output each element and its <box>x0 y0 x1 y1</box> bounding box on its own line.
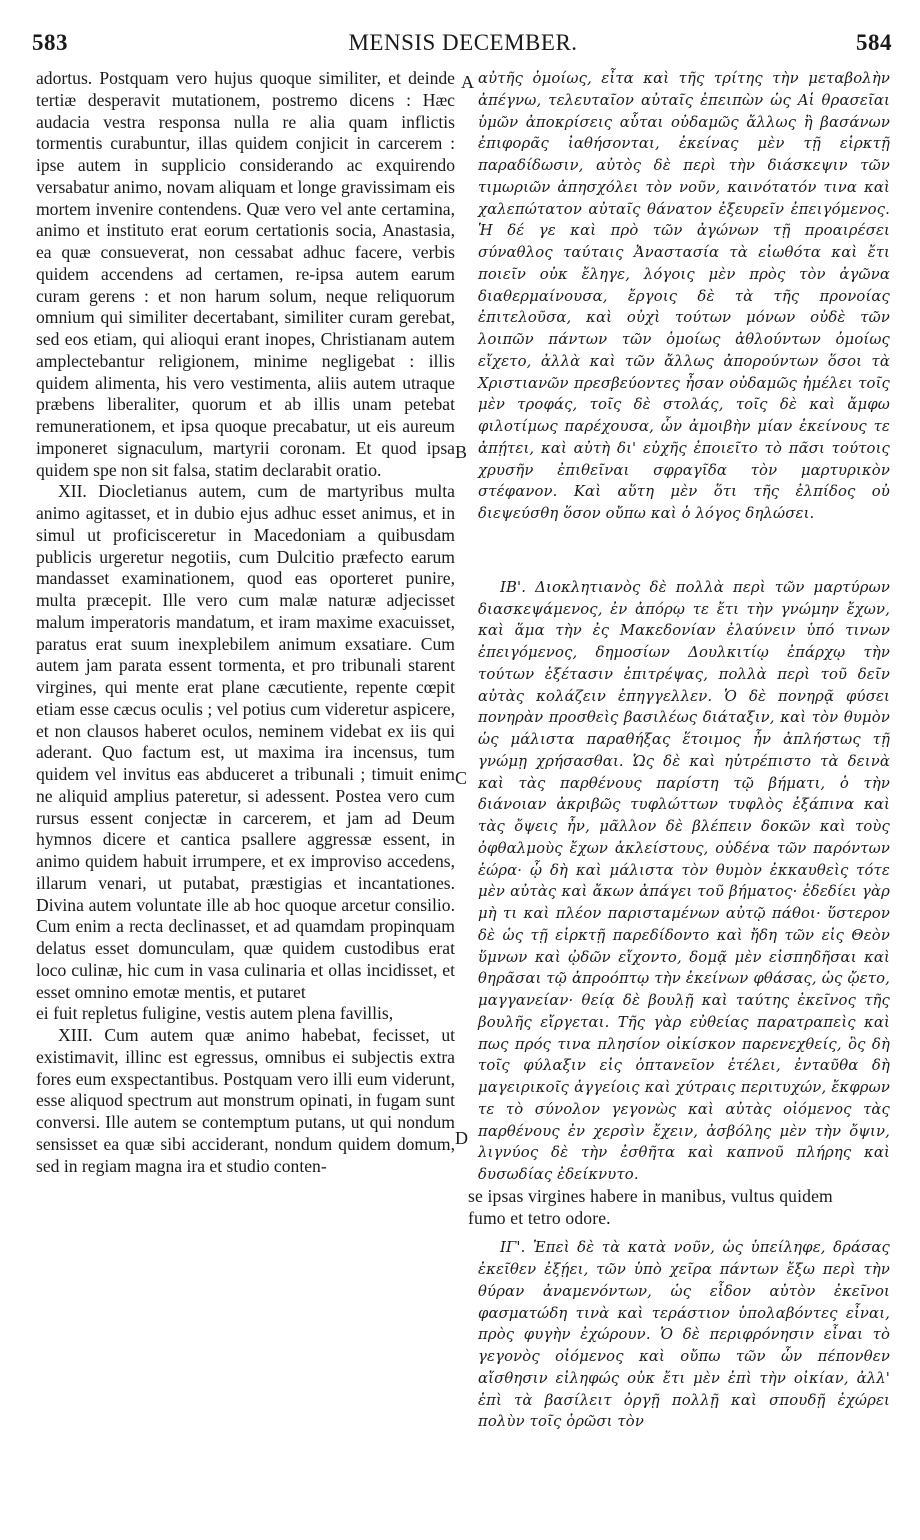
running-header <box>28 30 898 60</box>
right-page-number: 584 <box>856 30 892 55</box>
latin-spanning-line: se ipsas virgines habere in manibus, vultus quidem <box>468 1185 833 1206</box>
margin-marker-c: C <box>455 768 468 788</box>
latin-paragraph-xiii: XIII. Cum autem quæ animo habebat, fecisset, ut existimavit, illinc est egressus, omnibus ei subjectis extra fores eum exspectantibus. Postquam vero illi eum viderunt, esse aliquod spectrum aut monstrum opinati, in fugam sunt conversi. Ille autem se contemptum putans, ut qui nondum sensisset ea quæ sibi acciderant, nondum quidem domum, sed in regiam magna ira et studio conten- <box>36 1025 455 1176</box>
greek-column <box>468 68 890 1520</box>
latin-paragraph-xii-continuation: ei fuit repletus fuligine, vestis autem plena favillis, <box>36 1003 394 1024</box>
latin-spanning-line-2: fumo et tetro odore. <box>468 1207 611 1228</box>
margin-marker-b: B <box>455 442 468 462</box>
greek-paragraph-ib: ΙΒ'. Διοκλητιανὸς δὲ πολλὰ περὶ τῶν μαρτύρων διασκεψάμενος, ἐν ἀπόρῳ τε ἔτι τὴν γνώμην ἔχων, καὶ ἅμα τὴν ἐς Μακεδονίαν ἐλαύνειν ὑπό τινων ἐπειγόμενος, δημοσίων Δουλκιτίῳ ἐπάρχῳ τὴν τούτων ἐξέτασιν ἐπιτρέψας, πολλὰ περὶ τοῦ δεῖν αὐτὰς κολάζειν ἐπηγγελλεν. Ὁ δὲ πονηρᾷ φύσει πονηρὰν προσθεὶς βασιλέως διάταξιν, καὶ τὸν θυμὸν ὡς μάλιστα παραθήξας ἕτοιμος ἦν ἀπλήστως τῇ γνώμῃ χρήσασθαι. Ὡς δὲ καὶ ηὐτρέπιστο τὰ δεινὰ καὶ τὰς παρθένους παρίστη τῷ βήματι, ὁ τὴν διάνοιαν ἀκριβῶς τυφλώττων τυφλὸς ἐξάπινα καὶ τὰς ὄψεις ἦν, μᾶλλον δὲ βλέπειν δοκῶν καὶ τοὺς ὀφθαλμοὺς ἔχων ἀκλείστους, οὐδένα τῶν παρόντων ἑώρα· ᾧ δὴ καὶ μάλιστα τὸν θυμὸν ἐκκαυθεὶς τότε μὲν αὐτὰς καὶ ἄκων ἀπάγει τοῦ βήματος· ἐδεδίει γὰρ μὴ τι καὶ πλέον παρισταμένων αὐτῷ πάθοι· ὕστερον δὲ ὡς τῇ εἱρκτῇ παρεδίδοντο καὶ ἤδη τῶν εἰς Θεὸν ὕμνων καὶ ᾠδῶν εἴχοντο, δομᾷ μὲν εἰσπηδῆσαι καὶ θηρᾶσαι τῷ ἀπροόπτῳ τὴν ἐκείνων φθάσας, ὡς ᾤετο, μαγγανείαν· θείᾳ δὲ βουλῇ καὶ ταύτης ἐκεῖνος τῆς βουλῆς εἴργεται. Τῆς γὰρ εὐθείας παρατραπεὶς καὶ πως πρός τινα πλησίον οἰκίσκον παρενεχθείς, ὃς δὴ τοῖς φύλαξιν εἰς ὀπτανεῖον ἐτέλει, ἐνταῦθα δὴ μαγειρικοῖς ἀγγείοις καὶ χύτραις περιτυχών, ἔκφρων τε τὸ σύνολον γεγονὼς καὶ αὐτὰς οἰόμενος τὰς παρθένους ἐν χερσὶν ἔχειν, ἀσβόλης μὲν τὴν ὄψιν, λιγνύος δὲ τὴν ἐσθῆτα καὶ καπνοῦ πλήρης καὶ δυσωδίας ἐδείκνυτο. <box>478 578 890 1183</box>
margin-marker-a: A <box>461 72 474 92</box>
margin-marker-d: D <box>455 1128 468 1148</box>
greek-paragraph-1: αὐτῆς ὁμοίως, εἶτα καὶ τῆς τρίτης τὴν μεταβολὴν ἀπέγνω, τελευταῖον αὐταῖς ἐπειπὼν ὡς Αἱ θρασεῖαι ὑμῶν ἀποκρίσεις αὗται οὐδαμῶς ἄλλως ἢ βασάνων ἐπιφορᾶς ἰαθήσονται, ἐκείνας μὲν τῇ εἱρκτῇ παραδίδωσιν, αὐτὸς δὲ περὶ τὴν διάσκεψιν τῶν τιμωριῶν ἀπησχόλει τὸν νοῦν, καινότατόν τινα καὶ χαλεπώτατον αὐταῖς θάνατον ἐξευρεῖν ἐπειγόμενος. Ἡ δέ γε καὶ πρὸ τῶν ἀγώνων τῇ προαιρέσει σύναθλος ταύταις Ἀναστασία τὰ εἰωθότα καὶ ἔτι ποιεῖν οὐκ ἔληγε, λόγοις μὲν πρὸς τὸν ἀγῶνα διαθερμαίνουσα, ἔργοις δὲ τὰ τῆς προνοίας ἐπιτελοῦσα, καὶ οὐχὶ τούτων μόνων οὐδὲ τῶν λοιπῶν πάντων τῶν ὁμοίως ἀθλούντων ὁμοίως εἴχετο, ἀλλὰ καὶ τῶν ἄλλως ἀπορούντων ὅσοι τὰ Χριστιανῶν πρεσβεύοντες ἦσαν οὐδαμῶς ἠμέλει τοῖς μὲν τροφάς, τοῖς δὲ στολάς, τοῖς δὲ καὶ ἄμφω φιλοτίμως παρέχουσα, ὧν ἀμοιβὴν μίαν ἐκείνους τε ἀπῄτει, καὶ αὐτὴ δι' εὐχῆς ἐποιεῖτο τὸ πᾶσι τούτοις χρυσῆν ἐπιθεῖναι σφραγῖδα τὸν μαρτυρικὸν στέφανον. Καὶ αὕτη μὲν ὅτι τῆς ἐλπίδος οὐ διεψεύσθη ὅσον οὔπω καὶ ὁ λόγος δηλώσει. <box>478 70 890 522</box>
latin-paragraph-xii: XII. Diocletianus autem, cum de martyribus multa animo agitasset, et in dubio ejus adhuc esset animus, et in simul ut proficisceretur in Macedoniam a quibusdam publicis urgeretur negotiis, cum Dulcitio præfecto earum mandasset examinationem, quod eas oporteret punire, multa præcepit. Ille vero cum malæ naturæ adjecisset malum imperatoris mandatum, et iram maxime exacuisset, paratus erat suum inexplebilem animum exsatiare. Cum autem jam parata essent tormenta, et pro tribunali starent virgines, qui mente erat plane cæcutiente, repente cœpit etiam esse cæcus oculis ; vel potius cum videretur aspicere, et non clausos haberet oculos, neminem videbat ex iis qui aderant. Quo factum est, ut maxima ira incensus, tum quidem vel invitus eas abduceret a tribunali ; timuit enim ne aliquid amplius pateretur, si adessent. Postea vero cum rursus essent conjectæ in carcerem, et jam ad Deum hymnos dicere et cantica psallere aggressæ essent, in animo quidem habuit irrumpere, et ex improviso accedens, illarum venari, ut putabat, præstigias et incantationes. Divina autem voluntate ille ab hoc quoque arcetur consilio. Cum enim a recta declinasset, et ad quamdam propinquam delatus esset domunculam, quæ quidem custodibus erat loco culinæ, hic cum in vasa culinaria et ollas incidisset, et esset omnino emotæ mentis, et putaret <box>36 481 455 1002</box>
latin-paragraph-1: adortus. Postquam vero hujus quoque similiter, et deinde tertiæ desperavit mutationem, postremo dicens : Hæc audacia vestra responsa nulla re alia quam inflictis tormentis curabuntur, illas quidem conjicit in carcerem : ipse autem in supplicio considerando ac exquirendo versabatur animo, novam aliquam et longe gravissimam eis mortem invenire contendens. Quæ vero vel ante certamina, animo et instituto erat eorum certationis socia, Anastasia, ea quæ consueverat, non cessabat adhuc facere, verbis quidem accendens ad certamen, re-ipsa autem earum curam gerens : et non harum solum, neque reliquorum omnium qui similiter decertabant, similiter curam gerebat, sed eos etiam, qui alioqui erant inopes, Christianam autem amplectebantur religionem, minime negligebat : illis quidem alimenta, his vero vestimenta, aliis autem utraque præbens liberaliter, quorum et ab illis unam petebat remunerationem, et ipsa quoque precabatur, ut eis aureum imponeret signaculum, martyrii coronam. Et quod ipsa quidem spe non sit falsa, statim declarabit oratio. <box>36 68 455 480</box>
left-page-number: 583 <box>32 30 68 55</box>
latin-column <box>36 68 455 1520</box>
running-title: MENSIS DECEMBER. <box>348 30 578 55</box>
greek-paragraph-ig: ΙΓ'. Ἐπεὶ δὲ τὰ κατὰ νοῦν, ὡς ὑπείληφε, δράσας ἐκεῖθεν ἐξῄει, τῶν ὑπὸ χεῖρα πάντων ἔξω περὶ τὴν θύραν ἀναμενόντων, ὡς εἶδον αὐτὸν ἐκεῖνοι φασματώδη τινὰ καὶ τεράστιον ὑπολαβόντες εἶναι, πρὸς φυγὴν ἐχώρουν. Ὁ δὲ περιφρόνησιν εἶναι τὸ γεγονὸς οἰόμενος καὶ οὔπω τῶν ὧν πέπονθεν αἴσθησιν εἰληφώς οὐκ ἔτι μὲν ἐπὶ τὴν οἰκίαν, ἀλλ' ἐπὶ τὰ βασίλειτ ὀργῇ πολλῇ καὶ σπουδῇ ἐχώρει πολὺν τοῖς ὁρῶσι τὸν <box>478 1239 890 1431</box>
